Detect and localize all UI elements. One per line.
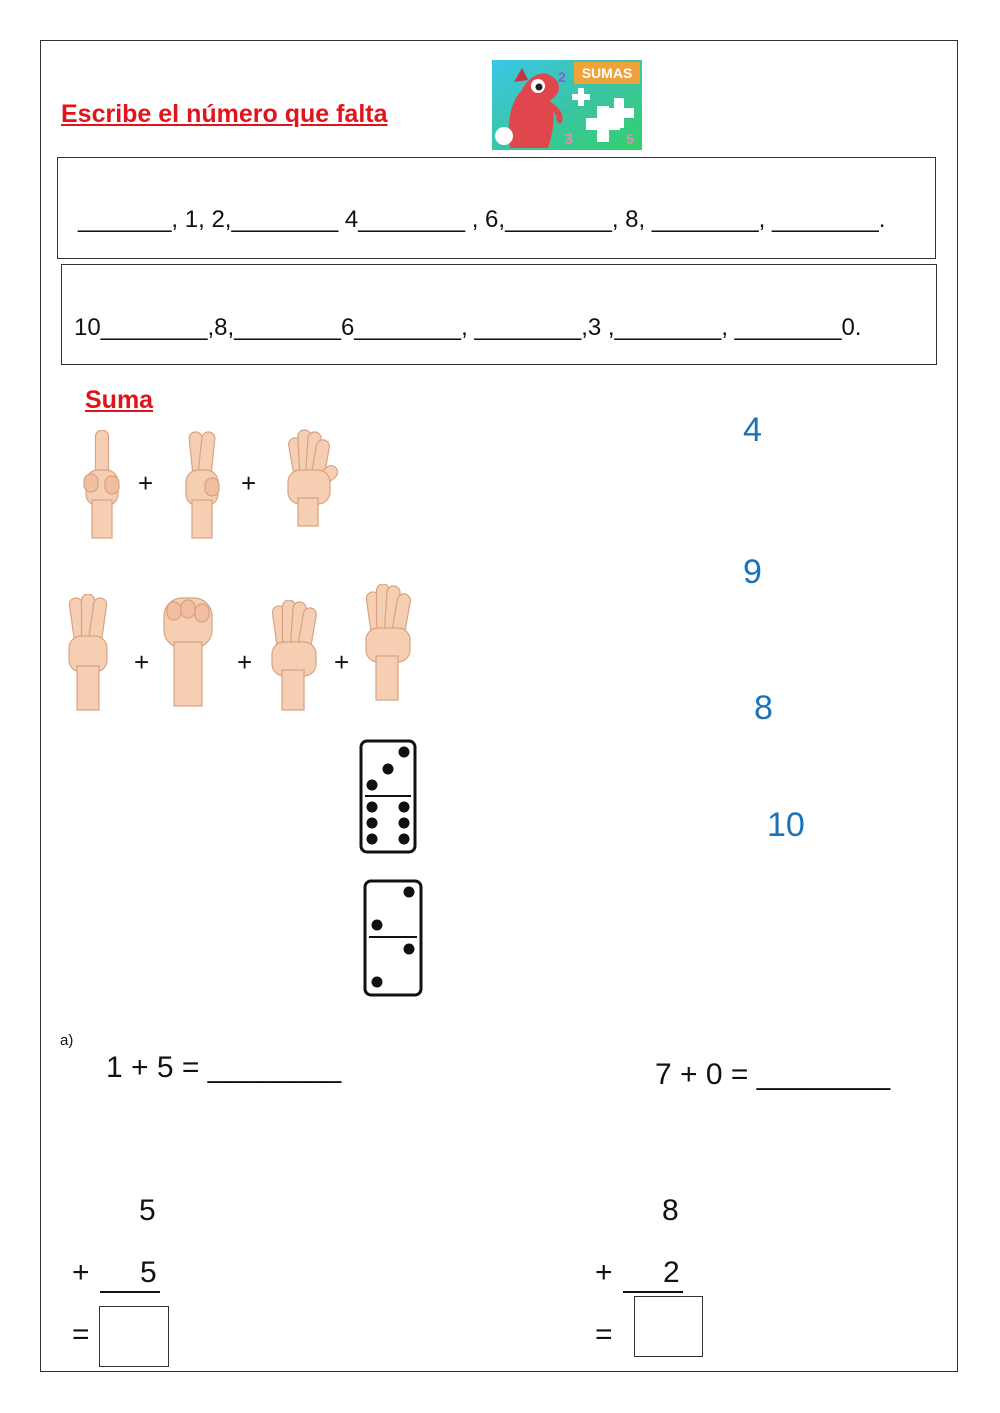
vertical-sum-bottom: 2 (663, 1256, 680, 1289)
vertical-sum-equals: = (595, 1318, 613, 1351)
sum-underline (100, 1291, 160, 1293)
answer-option[interactable]: 4 (743, 411, 762, 449)
hand-four-fingers (268, 600, 320, 712)
plus-operator: + (241, 468, 257, 498)
answer-box[interactable] (99, 1306, 169, 1367)
sequence-descending[interactable]: 10________,8,________6________, ________,3 ,________, ________0. (74, 314, 862, 341)
vertical-sum-plus: + (595, 1256, 613, 1289)
suma-title: Suma (85, 386, 154, 414)
vertical-sum-top: 5 (139, 1194, 156, 1227)
plus-operator: + (237, 647, 253, 677)
vertical-sum-equals: = (72, 1318, 90, 1351)
hand-four-fingers (362, 584, 414, 704)
svg-text:5: 5 (626, 131, 634, 147)
exercise-label: a) (60, 1032, 74, 1049)
hand-fist (160, 594, 216, 708)
plus-operator: + (134, 647, 150, 677)
hand-one-finger (80, 430, 124, 540)
hand-two-fingers (180, 430, 224, 540)
svg-text:SUMAS: SUMAS (581, 65, 633, 81)
answer-box[interactable] (634, 1296, 703, 1357)
svg-text:3: 3 (564, 131, 573, 148)
vertical-sum-top: 8 (662, 1194, 679, 1227)
hand-three-fingers (63, 594, 113, 712)
horizontal-sum[interactable]: 7 + 0 = ________ (655, 1058, 891, 1091)
svg-text:2: 2 (558, 69, 566, 85)
answer-option[interactable]: 8 (754, 689, 773, 727)
vertical-sum-plus: + (72, 1256, 90, 1289)
horizontal-sum[interactable]: 1 + 5 = ________ (106, 1051, 342, 1084)
sumas-banner (492, 60, 642, 150)
worksheet-title: Escribe el número que falta (61, 100, 388, 128)
answer-option[interactable]: 9 (743, 553, 762, 591)
sequence-ascending[interactable]: _______, 1, 2,________ 4________ , 6,________, 8, ________, ________. (78, 206, 886, 233)
domino-3-6 (359, 739, 417, 854)
hand-five-fingers (282, 428, 344, 528)
sum-underline (623, 1291, 683, 1293)
plus-operator: + (334, 647, 350, 677)
answer-option[interactable]: 10 (767, 806, 805, 844)
plus-operator: + (138, 468, 154, 498)
domino-2-2 (363, 879, 423, 997)
vertical-sum-bottom: 5 (140, 1256, 157, 1289)
